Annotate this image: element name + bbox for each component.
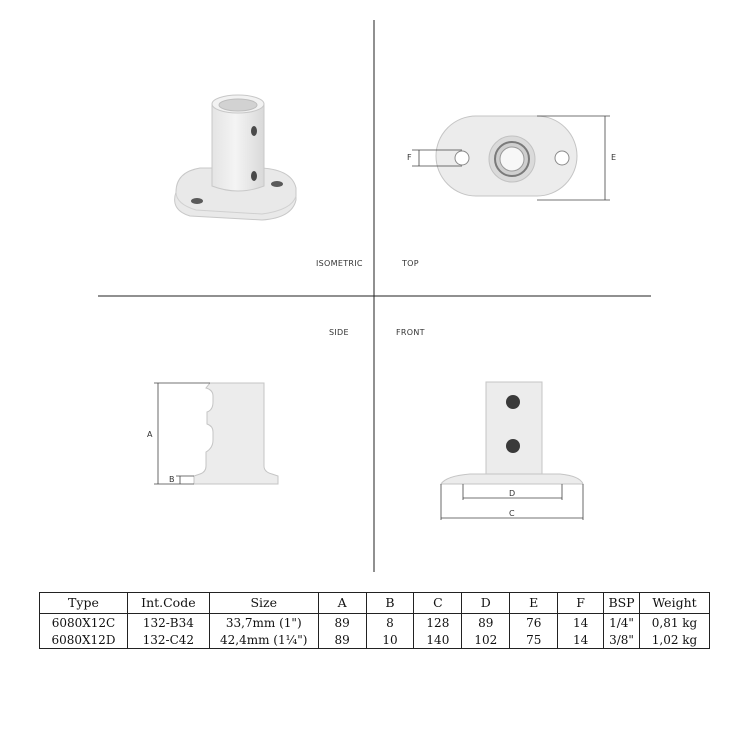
isometric-view [175, 95, 296, 220]
cell-type: 6080X12C [40, 614, 128, 632]
dimension-b-label: B [169, 475, 175, 484]
front-hole-upper-icon [506, 395, 520, 409]
dimension-e-label: E [611, 153, 617, 162]
tube-hole-upper-icon [251, 126, 257, 136]
cell-size: 33,7mm (1") [209, 614, 318, 632]
mount-hole-left-icon [455, 151, 469, 165]
dimension-a-label: A [147, 430, 153, 439]
cell-a: 89 [318, 631, 366, 649]
top-view [412, 116, 610, 200]
cell-int-code: 132-C42 [127, 631, 209, 649]
header-size: Size [209, 593, 318, 614]
base-hole-right-icon [271, 181, 283, 187]
cell-size: 42,4mm (1¼") [209, 631, 318, 649]
side-label: SIDE [329, 328, 349, 337]
header-b: B [366, 593, 414, 614]
cell-f: 14 [558, 614, 604, 632]
top-label: TOP [402, 259, 419, 268]
table-row [40, 614, 710, 632]
cell-d: 89 [462, 614, 510, 632]
header-weight: Weight [640, 593, 710, 614]
front-view [441, 382, 583, 520]
table-row [40, 631, 710, 649]
cell-f: 14 [558, 631, 604, 649]
cell-weight: 0,81 kg [640, 614, 710, 632]
cell-int-code: 132-B34 [127, 614, 209, 632]
header-a: A [318, 593, 366, 614]
cell-c: 128 [414, 614, 462, 632]
tube-hole-lower-icon [251, 171, 257, 181]
cell-d: 102 [462, 631, 510, 649]
cell-b: 10 [366, 631, 414, 649]
table-header-row [40, 593, 710, 614]
base-hole-left-icon [191, 198, 203, 204]
cell-bsp: 1/4" [604, 614, 640, 632]
dimension-f-label: F [407, 153, 412, 162]
cell-bsp: 3/8" [604, 631, 640, 649]
header-d: D [462, 593, 510, 614]
header-type: Type [40, 593, 128, 614]
cell-e: 75 [510, 631, 558, 649]
spec-table [39, 592, 710, 649]
header-f: F [558, 593, 604, 614]
cell-type: 6080X12D [40, 631, 128, 649]
side-view [154, 383, 278, 484]
mount-hole-right-icon [555, 151, 569, 165]
cell-c: 140 [414, 631, 462, 649]
header-int-code: Int.Code [127, 593, 209, 614]
cell-b: 8 [366, 614, 414, 632]
dimension-d-label: D [509, 489, 516, 498]
header-bsp: BSP [604, 593, 640, 614]
dimension-c-label: C [509, 509, 515, 518]
front-label: FRONT [396, 328, 425, 337]
header-c: C [414, 593, 462, 614]
cell-e: 76 [510, 614, 558, 632]
cell-weight: 1,02 kg [640, 631, 710, 649]
cell-a: 89 [318, 614, 366, 632]
isometric-label: ISOMETRIC [316, 259, 363, 268]
header-e: E [510, 593, 558, 614]
front-hole-lower-icon [506, 439, 520, 453]
